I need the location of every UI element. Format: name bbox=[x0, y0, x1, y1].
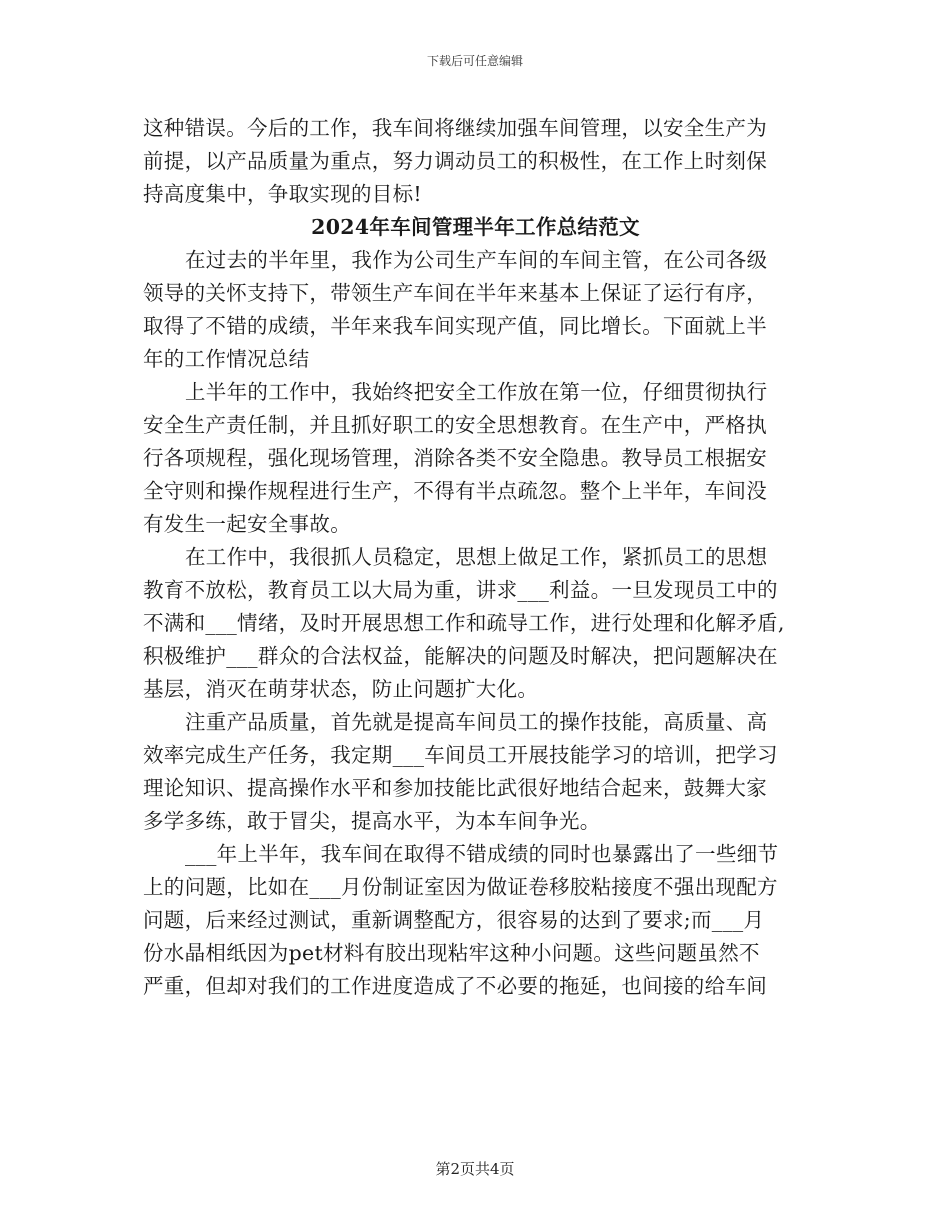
body-line: 行各项规程，强化现场管理，消除各类不安全隐患。教导员工根据安 bbox=[143, 446, 767, 470]
body-line: 严重，但却对我们的工作进度造成了不必要的拖延，也间接的给车间 bbox=[143, 974, 767, 998]
body-line: 取得了不错的成绩，半年来我车间实现产值，同比增长。下面就上半 bbox=[143, 314, 767, 338]
body-line: 上的问题，比如在___月份制证室因为做证卷移胶粘接度不强出现配方 bbox=[143, 875, 778, 899]
body-line: 问题，后来经过测试，重新调整配方，很容易的达到了要求;而___月 bbox=[143, 908, 765, 932]
paragraph bbox=[143, 376, 808, 541]
body-line: 全守则和操作规程进行生产，不得有半点疏忽。整个上半年，车间没 bbox=[143, 479, 767, 503]
body-line: 份水晶相纸因为pet材料有胶出现粘牢这种小问题。这些问题虽然不 bbox=[143, 941, 760, 965]
body-line: 不满和___情绪，及时开展思想工作和疏导工作，进行处理和化解矛盾, bbox=[143, 611, 785, 635]
paragraph bbox=[143, 838, 808, 1003]
body-line: 注重产品质量，首先就是提高车间员工的操作技能，高质量、高 bbox=[185, 710, 768, 734]
body-line: 基层，消灭在萌芽状态，防止问题扩大化。 bbox=[143, 677, 539, 701]
page-header-note: 下载后可任意编辑 bbox=[426, 54, 523, 68]
body-line: 领导的关怀支持下，带领生产车间在半年来基本上保证了运行有序， bbox=[143, 281, 767, 305]
page-number: 第2页共4页 bbox=[435, 1160, 515, 1178]
body-line: 在工作中，我很抓人员稳定，思想上做足工作，紧抓员工的思想 bbox=[185, 545, 768, 569]
document-body bbox=[143, 112, 808, 1003]
paragraph bbox=[143, 244, 808, 376]
body-line: ___年上半年，我车间在取得不错成绩的同时也暴露出了一些细节 bbox=[185, 842, 779, 866]
document-title: 2024年车间管理半年工作总结范文 bbox=[311, 215, 640, 239]
body-line: 持高度集中，争取实现的目标! bbox=[143, 182, 422, 206]
body-line: 积极维护___群众的合法权益，能解决的问题及时解决，把问题解决在 bbox=[143, 644, 778, 668]
body-line: 效率完成生产任务，我定期___车间员工开展技能学习的培训，把学习 bbox=[143, 743, 778, 767]
body-line: 有发生一起安全事故。 bbox=[143, 512, 351, 536]
body-line: 安全生产责任制，并且抓好职工的安全思想教育。在生产中，严格执 bbox=[143, 413, 767, 437]
body-line: 上半年的工作中，我始终把安全工作放在第一位，仔细贯彻执行 bbox=[185, 380, 768, 404]
body-line: 前提，以产品质量为重点，努力调动员工的积极性，在工作上时刻保 bbox=[143, 149, 767, 173]
paragraph bbox=[143, 706, 808, 838]
body-line: 教育不放松，教育员工以大局为重，讲求___利益。一旦发现员工中的 bbox=[143, 578, 778, 602]
body-line: 理论知识、提高操作水平和参加技能比武很好地结合起来，鼓舞大家 bbox=[143, 776, 767, 800]
body-line: 年的工作情况总结 bbox=[143, 347, 310, 371]
body-line: 这种错误。今后的工作，我车间将继续加强车间管理，以安全生产为 bbox=[143, 116, 767, 140]
body-line: 多学多练，敢于冒尖，提高水平，为本车间争光。 bbox=[143, 809, 601, 833]
body-line: 在过去的半年里，我作为公司生产车间的车间主管，在公司各级 bbox=[185, 248, 768, 272]
paragraph bbox=[143, 541, 808, 706]
